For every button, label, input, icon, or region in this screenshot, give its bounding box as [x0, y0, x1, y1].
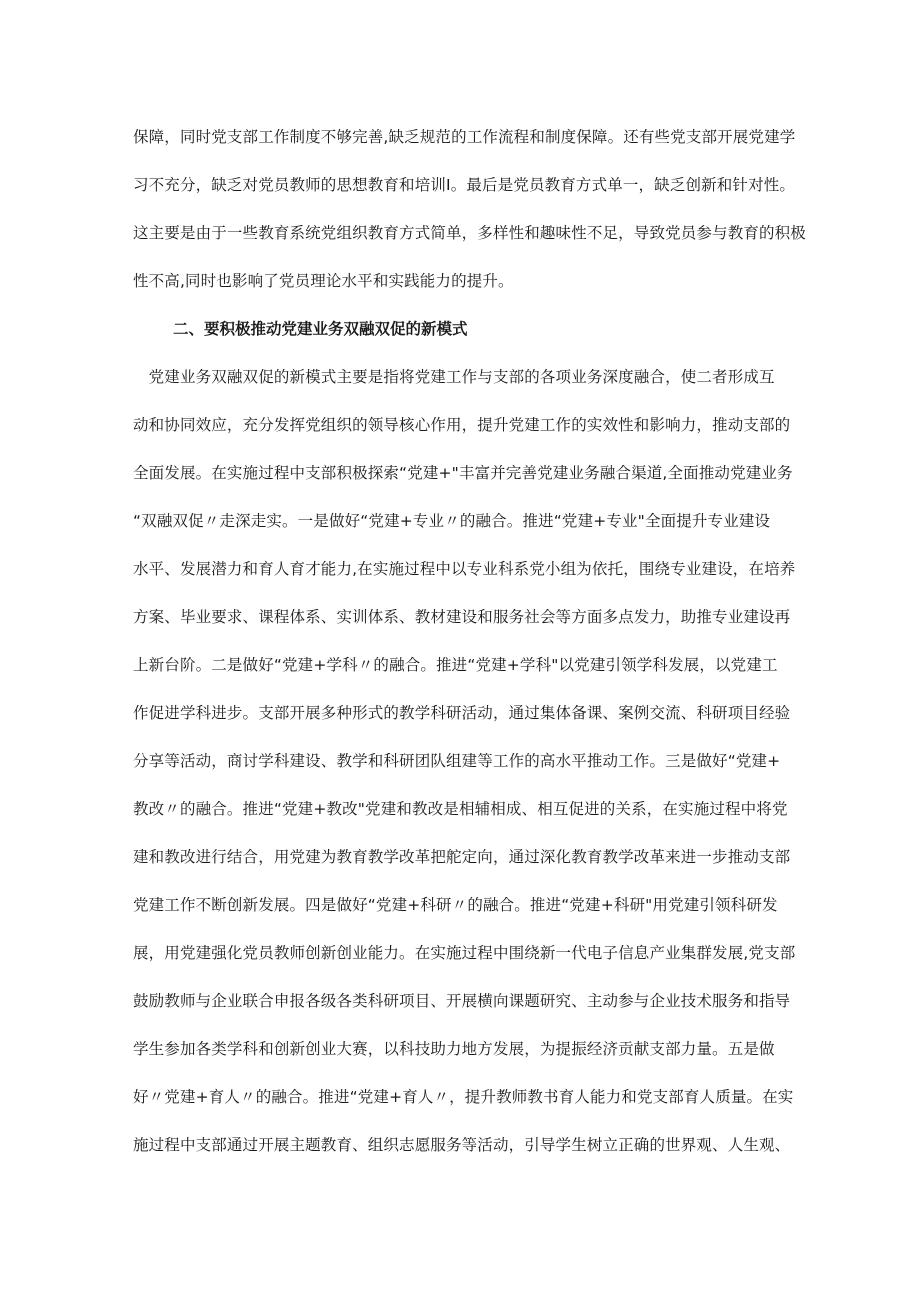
text-line: 分享等活动，商讨学科建设、教学和科研团队组建等工作的高水平推动工作。三是做好“党建+ [133, 752, 781, 770]
text-line: “双融双促〃走深走实。一是做好“党建+专业〃的融合。推进“党建+专业"全面提升专业建设 [133, 512, 771, 530]
text-line: 习不充分，缺乏对党员教师的思想教育和培训Ⅰ。最后是党员教育方式单一，缺乏创新和针对性。 [133, 176, 796, 194]
text-line: 党建工作不断创新发展。四是做好“党建+科研〃的融合。推进“党建+科研"用党建引领科研发 [133, 896, 778, 914]
section-heading: 二、要积极推动党建业务双融双促的新模式 [173, 320, 468, 338]
text-line: 保障，同时党支部工作制度不够完善,缺乏规范的工作流程和制度保障。还有些党支部开展党建学 [133, 128, 796, 146]
text-line: 上新台阶。二是做好“党建+学科〃的融合。推进“党建+学科"以党建引领学科发展，以党建工 [133, 656, 778, 674]
text-line: 好〃党建+育人〃的融合。推进“党建+育人〃，提升教师教书育人能力和党支部育人质量。在实 [133, 1088, 794, 1106]
text-line: 展，用党建强化党员教师创新创业能力。在实施过程中围绕新一代电子信息产业集群发展,党支部 [133, 944, 796, 962]
text-line: 这主要是由于一些教育系统党组织教育方式简单，多样性和趣味性不足，导致党员参与教育的积极 [133, 224, 806, 242]
text-line: 方案、毕业要求、课程体系、实训体系、教材建设和服务社会等方面多点发力，助推专业建设再 [133, 608, 791, 626]
text-line: 学生参加各类学科和创新创业大赛，以科技助力地方发展，为提振经济贡献支部力量。五是做 [133, 1040, 775, 1058]
text-line: 动和协同效应，充分发挥党组织的领导核心作用，提升党建工作的实效性和影响力，推动支部的 [133, 416, 791, 434]
text-line: 建和教改进行结合，用党建为教育教学改革把舵定向，通过深化教育教学改革来进一步推动支部 [133, 848, 791, 866]
text-line: 性不高,同时也影响了党员理论水平和实践能力的提升。 [133, 272, 514, 290]
text-line: 施过程中支部通过开展主题教育、组织志愿服务等活动，引导学生树立正确的世界观、人生观、 [133, 1136, 791, 1154]
text-line: 党建业务双融双促的新模式主要是指将党建工作与支部的各项业务深度融合，使二者形成互 [133, 368, 775, 386]
text-line: 全面发展。在实施过程中支部积极探索“党建+"丰富并完善党建业务融合渠道,全面推动党建业务 [133, 464, 793, 482]
text-line: 水平、发展潜力和育人育才能力,在实施过程中以专业科系党小组为依托，围绕专业建设，在培养 [133, 560, 796, 578]
text-line: 鼓励教师与企业联合申报各级各类科研项目、开展横向课题研究、主动参与企业技术服务和指导 [133, 992, 791, 1010]
text-line: 教改〃的融合。推进“党建+教改"党建和教改是相辅相成、相互促进的关系，在实施过程中将党 [133, 800, 788, 818]
text-line: 作促进学科进步。支部开展多种形式的教学科研活动，通过集体备课、案例交流、科研项目经验 [133, 704, 791, 722]
